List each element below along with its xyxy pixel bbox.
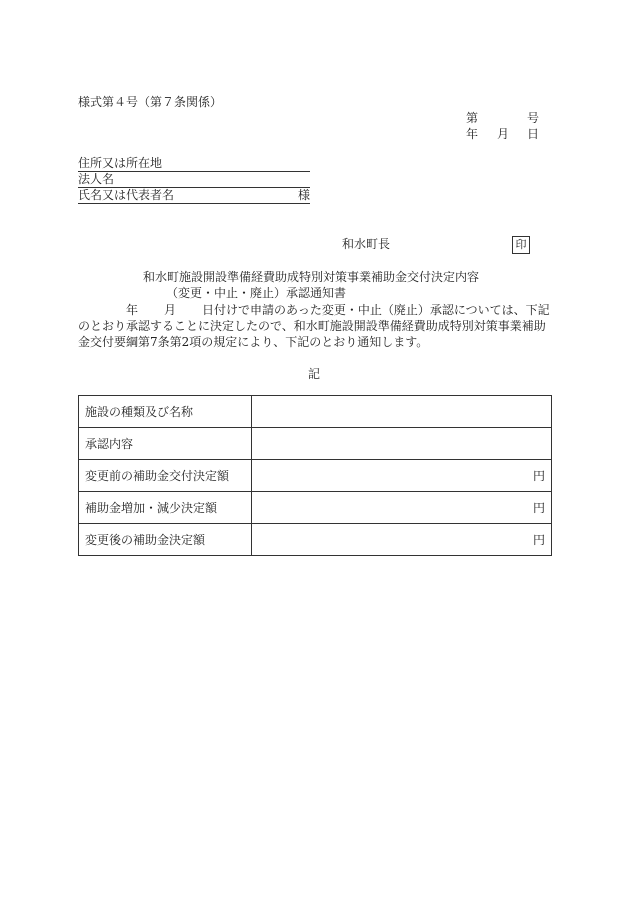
form-number: 様式第４号（第７条関係） <box>78 95 223 109</box>
document-number-label: 第 <box>466 111 479 125</box>
body-line3: 金交付要綱第7条第2項の規定により、下記のとおり通知します。 <box>78 335 429 349</box>
document-number-suffix: 号 <box>527 111 540 125</box>
detail-table <box>78 395 552 556</box>
date-year-label: 年 <box>466 127 479 141</box>
address-line <box>78 156 310 172</box>
table-row <box>79 460 552 492</box>
body-line1 <box>78 303 552 317</box>
ki-heading: 記 <box>308 367 321 381</box>
date-day-label: 日 <box>527 127 540 141</box>
seal-mark: 印 <box>512 236 530 254</box>
corporation-label: 法人名 <box>78 172 115 186</box>
honorific: 様 <box>297 188 310 202</box>
row-label: 承認内容 <box>79 428 252 460</box>
row-label: 変更前の補助金交付決定額 <box>79 460 252 492</box>
row-label: 補助金増加・減少決定額 <box>79 492 252 524</box>
body-year: 年 <box>126 303 139 317</box>
row-value: 円 <box>252 492 552 524</box>
table-row <box>79 428 552 460</box>
row-label: 施設の種類及び名称 <box>79 396 252 428</box>
address-label: 住所又は所在地 <box>78 156 163 170</box>
row-value: 円 <box>252 524 552 556</box>
body-line2: のとおり承認することに決定したので、和水町施設開設準備経費助成特別対策事業補助 <box>78 319 546 333</box>
row-value <box>252 428 552 460</box>
row-value: 円 <box>252 460 552 492</box>
body-month: 月 <box>164 303 177 317</box>
body-line1-text: 日付けで申請のあった変更・中止（廃止）承認については、下記 <box>202 303 550 317</box>
document-title-line2: （変更・中止・廃止）承認通知書 <box>166 286 347 300</box>
representative-label: 氏名又は代表者名 <box>78 188 175 202</box>
date-month-label: 月 <box>497 127 510 141</box>
corporation-line <box>78 172 310 188</box>
issuer-name: 和水町長 <box>342 237 391 251</box>
table-row <box>79 524 552 556</box>
document-title-line1: 和水町施設開設準備経費助成特別対策事業補助金交付決定内容 <box>143 270 480 284</box>
representative-line <box>78 188 310 204</box>
row-label: 変更後の補助金決定額 <box>79 524 252 556</box>
row-value <box>252 396 552 428</box>
table-row <box>79 396 552 428</box>
table-row <box>79 492 552 524</box>
